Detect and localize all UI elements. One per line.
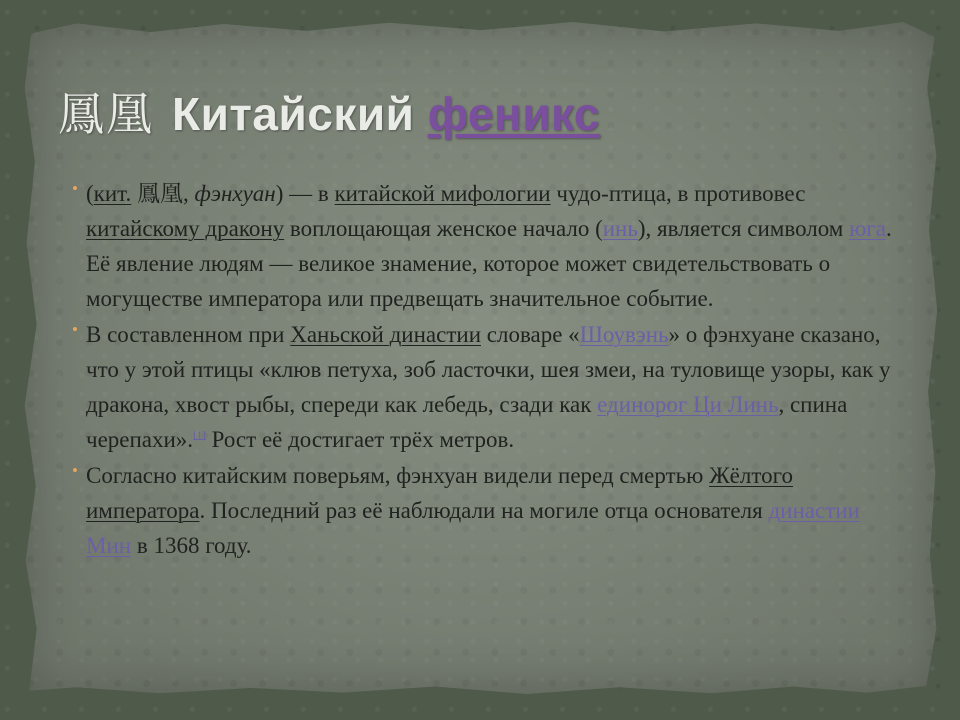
wiki-link[interactable]: Шоувэнь (579, 322, 669, 347)
bullet-text: ( (86, 181, 94, 206)
title-text: Китайский (172, 88, 428, 140)
bullet-text: воплощающая женское начало ( (284, 216, 603, 241)
footnote-link[interactable]: [1] (193, 429, 206, 442)
wiki-link[interactable]: юга (849, 216, 886, 241)
bullet-text: ) — в (275, 181, 335, 206)
title-link-phoenix[interactable]: феникс (427, 88, 600, 140)
bullet-text: , спина черепахи». (86, 392, 848, 452)
bullet-item (70, 317, 900, 457)
title-hanzi: 鳳凰 (58, 88, 154, 140)
bullet-icon: • (72, 320, 78, 339)
bullet-text: 鳳凰, (131, 181, 195, 206)
bullet-item (70, 176, 900, 316)
bullet-text: . Последний раз её наблюдали на могиле отца основателя (199, 498, 769, 523)
wiki-link[interactable]: династии Мин (86, 498, 860, 558)
wiki-link[interactable]: Жёлтого императора (86, 463, 793, 523)
wiki-link[interactable]: единорог Ци Линь (597, 392, 779, 417)
bullet-text: Рост её достигает трёх метров. (205, 427, 515, 452)
bullet-text: В составленном при (86, 322, 291, 347)
italic-text: фэнхуан (194, 181, 276, 206)
wiki-link[interactable]: китайскому дракону (86, 216, 285, 241)
wiki-link[interactable]: кит. (93, 181, 132, 206)
slide-title (58, 78, 600, 144)
bullet-item (70, 458, 900, 563)
bullet-text: Согласно китайским поверьям, фэнхуан видели перед смертью (86, 463, 710, 488)
bullet-text: ), является символом (637, 216, 850, 241)
bullet-text: . Её явление людям — великое знамение, которое может свидетельствовать о могуществе императора или предвещать значительное событие. (86, 216, 892, 311)
bullet-text: » о фэнхуане сказано, что у этой птицы «клюв петуха, зоб ласточки, шея змеи, на туловище узоры, как у дракона, хвост рыбы, спереди как лебедь, сзади как (86, 322, 891, 417)
bullet-text: в 1368 году. (131, 533, 252, 558)
wiki-link[interactable]: инь (602, 216, 638, 241)
bullet-icon: • (72, 179, 78, 198)
wiki-link[interactable]: китайской мифологии (334, 181, 551, 206)
bullet-text: чудо-птица, в противовес (550, 181, 806, 206)
slide-content (70, 176, 900, 564)
wiki-link[interactable]: Ханьской династии (290, 322, 482, 347)
bullet-icon: • (72, 461, 78, 480)
bullet-text: словаре « (481, 322, 580, 347)
